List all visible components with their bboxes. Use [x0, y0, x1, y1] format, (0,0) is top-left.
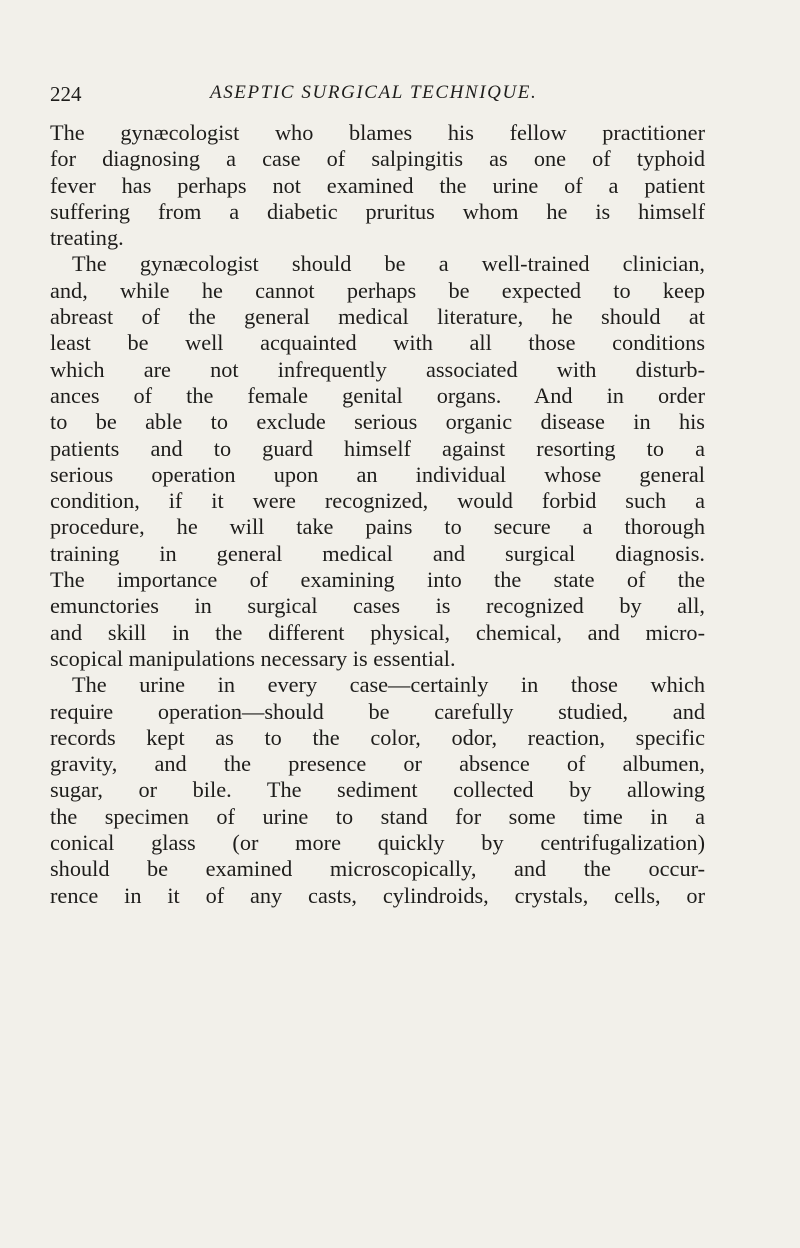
- text-line: patients and to guard himself against resorting to a: [50, 435, 705, 461]
- text-line: gravity, and the presence or absence of albumen,: [50, 751, 705, 777]
- text-line: sugar, or bile. The sediment collected by allowing: [50, 777, 705, 803]
- text-line: emunctories in surgical cases is recognized by all,: [50, 593, 705, 619]
- text-line: should be examined microscopically, and the occur-: [50, 856, 705, 882]
- text-line: abreast of the general medical literature, he should at: [50, 304, 705, 330]
- running-head: [50, 82, 730, 110]
- page-number: 224: [50, 82, 82, 106]
- text-line: require operation—should be carefully studied, and: [50, 698, 705, 724]
- text-line: condition, if it were recognized, would forbid such a: [50, 488, 705, 514]
- text-line: suffering from a diabetic pruritus whom he is himself: [50, 198, 705, 224]
- text-line: and, while he cannot perhaps be expected to keep: [50, 277, 705, 303]
- text-line: conical glass (or more quickly by centrifugalization): [50, 830, 705, 856]
- text-line: to be able to exclude serious organic disease in his: [50, 409, 705, 435]
- text-line: The gynæcologist who blames his fellow practitioner: [50, 120, 705, 145]
- text-line: procedure, he will take pains to secure a thorough: [50, 514, 705, 540]
- text-line: for diagnosing a case of salpingitis as one of typhoid: [50, 146, 705, 172]
- text-line: training in general medical and surgical diagnosis.: [50, 540, 705, 566]
- text-line: the specimen of urine to stand for some time in a: [50, 803, 705, 829]
- text-line: least be well acquainted with all those conditions: [50, 330, 705, 356]
- text-line: The gynæcologist should be a well-trained clinician,: [72, 251, 705, 277]
- text-line: ances of the female genital organs. And in order: [50, 382, 705, 408]
- text-line: The importance of examining into the state of the: [50, 567, 705, 593]
- text-line: rence in it of any casts, cylindroids, crystals, cells, or: [50, 882, 705, 908]
- body-text: [50, 120, 705, 909]
- text-line: treating.: [50, 225, 124, 251]
- text-line: The urine in every case—certainly in those which: [72, 672, 705, 698]
- text-line: serious operation upon an individual whose general: [50, 461, 705, 487]
- text-line: which are not infrequently associated with disturb-: [50, 356, 705, 382]
- text-line: scopical manipulations necessary is essential.: [50, 645, 456, 671]
- text-line: fever has perhaps not examined the urine of a patient: [50, 172, 705, 198]
- running-title: ASEPTIC SURGICAL TECHNIQUE.: [210, 82, 538, 103]
- text-line: records kept as to the color, odor, reaction, specific: [50, 724, 705, 750]
- text-line: and skill in the different physical, chemical, and micro-: [50, 619, 705, 645]
